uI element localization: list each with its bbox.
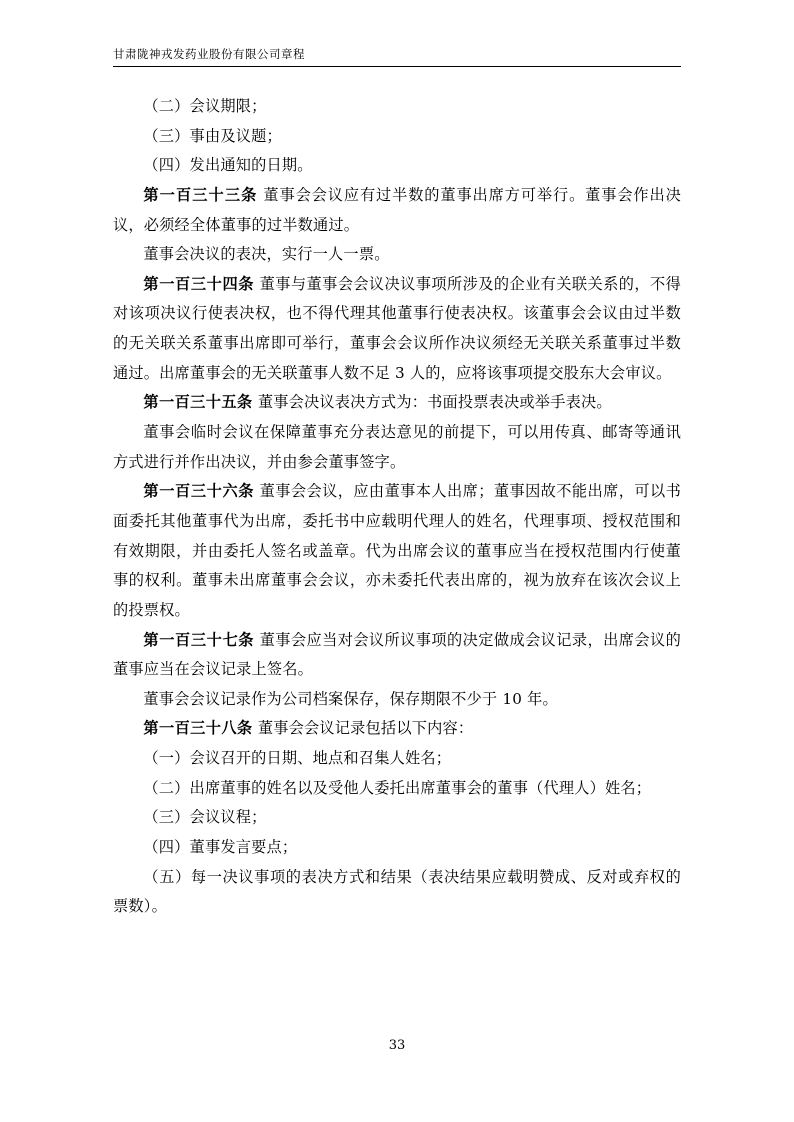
paragraph [113,803,681,833]
article-paragraph [113,714,681,744]
paragraph [113,418,681,477]
paragraph [113,122,681,152]
article-paragraph [113,270,681,389]
paragraph-text: 董事会决议表决方式为：书面投票表决或举手表决。 [257,393,612,412]
paragraph-text: （四）发出通知的日期。 [143,156,313,175]
page-header [113,46,681,67]
article-number: 第一百三十四条 [143,274,255,293]
paragraph [113,774,681,804]
paragraph-text: 董事会会议，应由董事本人出席；董事因故不能出席，可以书面委托其他董事代为出席，委托书中应载明代理人的姓名，代理事项、授权范围和有效期限，并由委托人签名或盖章。代为出席会议的董事应当在授权范围内行使董事的权利。董事未出席董事会会议，亦未委托代表出席的，视为放弃在该次会议上的投票权。 [113,482,681,619]
article-paragraph [113,626,681,685]
article-number: 第一百三十八条 [143,719,253,738]
paragraph-text: 董事会会议记录作为公司档案保存，保存期限不少于 10 年。 [143,689,558,708]
article-number: 第一百三十三条 [143,185,258,204]
page-number: 33 [388,1038,406,1053]
page-footer [0,1038,794,1053]
document-body [113,92,681,922]
paragraph [113,744,681,774]
paragraph-text: （五）每一决议事项的表决方式和结果（表决结果应载明赞成、反对或弃权的票数）。 [113,867,681,916]
paragraph-text: （二）出席董事的姓名以及受他人委托出席董事会的董事（代理人）姓名； [143,778,652,797]
paragraph [113,151,681,181]
article-number: 第一百三十五条 [143,393,253,412]
paragraph-text: （三）会议议程； [143,808,267,827]
paragraph-text: 董事会临时会议在保障董事充分表达意见的前提下，可以用传真、邮寄等通讯方式进行并作出决议，并由参会董事签字。 [113,423,681,471]
paragraph [113,240,681,270]
article-paragraph [113,477,681,625]
paragraph [113,92,681,122]
paragraph-text: 董事与董事会会议决议事项所涉及的企业有关联关系的，不得对该项决议行使表决权，也不得代理其他董事行使表决权。该董事会会议由过半数的无关联关系董事出席即可举行，董事会会议所作决议须经无关联关系董事过半数通过。出席董事会的无关联董事人数不足 3 人的，应将该事项提交股东大会审议。 [113,274,681,382]
article-paragraph [113,388,681,418]
article-paragraph [113,181,681,240]
paragraph-text: 董事会决议的表决，实行一人一票。 [143,245,390,264]
paragraph [113,685,681,715]
paragraph-text: （三）事由及议题； [143,126,282,145]
paragraph-text: 董事会应当对会议所议事项的决定做成会议记录，出席会议的董事应当在会议记录上签名。 [113,630,681,679]
paragraph [113,833,681,863]
paragraph-text: （一）会议召开的日期、地点和召集人姓名； [143,749,452,768]
article-number: 第一百三十七条 [143,630,255,649]
paragraph-text: 董事会会议应有过半数的董事出席方可举行。董事会作出决议，必须经全体董事的过半数通过。 [113,185,681,234]
paragraph-text: 董事会会议记录包括以下内容： [257,719,474,738]
paragraph-text: （四）董事发言要点； [143,838,298,857]
article-number: 第一百三十六条 [143,482,255,501]
paragraph [113,863,681,922]
paragraph-text: （二）会议期限； [143,97,267,115]
header-title: 甘肃陇神戎发药业股份有限公司章程 [113,47,305,61]
